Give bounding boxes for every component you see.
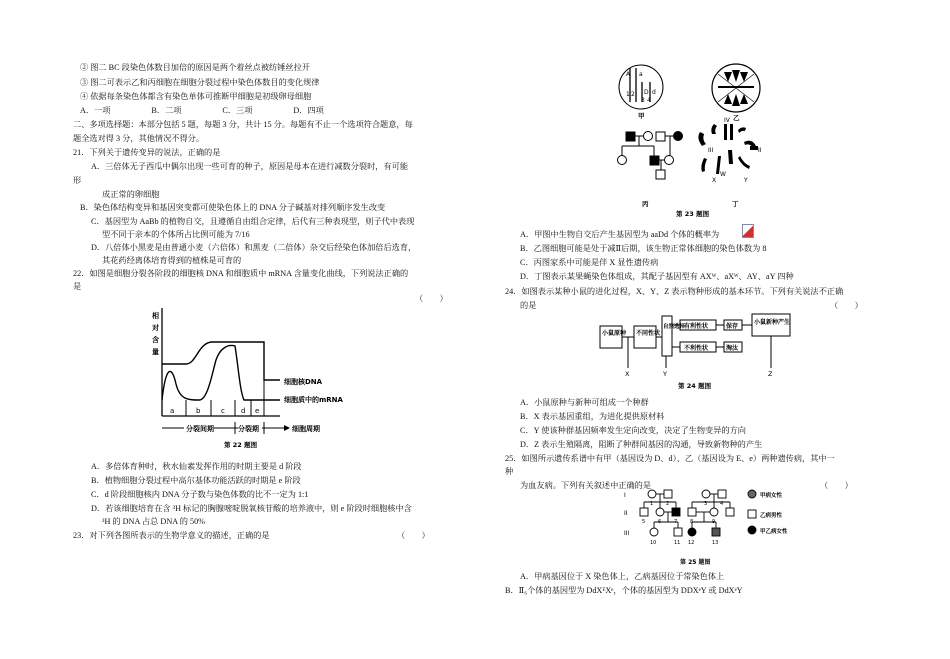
q21-option-b: B．染色体结构变异和基因突变都可使染色体上的 DNA 分子碱基对排列顺序发生改变 [80,203,386,212]
box-favorable: 有利性状 [684,323,709,330]
stage-e: e [255,407,260,415]
y-label-4: 量 [152,348,159,356]
figure-23 [604,60,794,220]
q21-option-a-cont: 形 [73,176,82,185]
num-2: 2 [666,501,670,507]
box-unfavorable: 不利性状 [684,345,709,352]
figure-23-caption: 第 23 题图 [676,210,710,218]
num-13: 13 [712,540,719,546]
figure-25-caption: 第 25 题图 [680,559,711,566]
y-label-3: 含 [152,336,159,344]
section-heading-cont: 题全选对得 3 分，其他情况不得分。 [73,134,205,143]
figure-22-caption: 第 22 题图 [224,441,258,449]
label-2: 2 [631,91,635,98]
label-a: a [639,71,643,78]
q22-option-a: A．多倍体育种时，秋水仙素发挥作用的时期主要是 d 阶段 [91,462,302,471]
stage-a: a [170,407,175,415]
dna-curve [162,342,280,380]
q24-stem-cont: 的是 [520,301,537,310]
box-natural-selection: 自然选择 [663,324,686,330]
y-label-2: 对 [152,324,159,332]
statement-2: ② 图二 BC 段染色体数目加倍的原因是两个着丝点被纺锤丝拉开 [80,63,310,72]
num-11: 11 [674,540,681,546]
q22-option-d: D．若该细胞培育在含 ³H 标记的胸腺嘧啶脱氧核苷酸的培养液中，则 e 阶段时细胞核中含 [91,504,412,513]
num-4: 4 [720,501,724,507]
cycle-label: 细胞周期 [292,425,320,433]
box-keep: 保存 [726,323,739,330]
q21-option-d-cont: 其花药经离体培育得到的植株是可育的 [102,256,242,265]
q20-options: A．一项 B．二项 C．三项 D．四项 [80,106,324,115]
q25-stem-cont: 种 [505,467,514,476]
pedigree-bing [618,132,683,180]
figure-25 [620,486,800,570]
label-yi: 乙 [733,114,740,122]
q23-option-a: A．甲图中生物自交后产生基因型为 aaDd 个体的概率为 [520,230,720,239]
statement-3: ③ 图二可表示乙和丙细胞在细胞分裂过程中染色体数目的变化规律 [80,78,320,87]
q21-option-d: D．八倍体小黑麦是由普通小麦（六倍体）和黑麦（二倍体）杂交后经染色体加倍后选育， [91,243,417,252]
q23-option-b: B．乙图细胞可能是处于减Ⅱ后期，该生物正常体细胞的染色体数为 8 [520,244,767,253]
mitosis-label: 分裂期 [238,425,259,433]
q21-option-c: C．基因型为 AaBb 的植物自交，且遵循自由组合定律，后代有三种表现型，则子代中表现 [91,217,415,226]
q24-stem: 24．如图表示某种小鼠的进化过程，X、Y、Z 表示物种形成的基本环节。下列有关说法不正确 [505,287,844,296]
figure-22 [148,304,368,454]
gen-III: III [624,530,630,537]
figure-24 [598,312,794,390]
ding-label-W: W [720,171,726,178]
q22-answer-paren: （ ） [415,294,448,303]
q23-option-c: C．丙图家系中可能是伴 X 显性遗传病 [520,258,659,267]
q24-option-a: A．小鼠原种与新种可组成一个种群 [520,398,649,407]
q21-option-a: A．三倍体无子西瓜中偶尔出现一些可育的种子，原因是母本在进行减数分裂时，有可能 [91,162,409,171]
q23-stem: 23．对下列各图所表示的生物学意义的描述，正确的是 [73,531,270,540]
label-3: 3 [641,97,645,104]
q23-answer-paren: （ ） [397,531,430,540]
num-1: 1 [650,501,654,507]
num-6: 6 [658,519,662,525]
q25-stem: 25．如图所示遗传系谱中有甲（基因设为 D、d）、乙（基因设为 E、e）两种遗传病，其中一 [505,454,835,463]
label-d: d [652,89,656,96]
q25-option-b: B．Ⅱ₆个体的基因型为 DdXᴱXᵉ，个体的基因型为 DDXᵉY 或 DdXᵉY [505,586,743,595]
dna-label: 细胞核DNA [284,378,323,386]
y-label-1: 相 [152,312,159,320]
q21-stem: 21．下列关于遗传变异的说法，正确的是 [73,148,221,157]
q25-option-a: A．甲病基因位于 X 染色体上，乙病基因位于常染色体上 [520,572,725,581]
q21-option-c-cont: 型不同于亲本的个体所占比例可能为 7/16 [102,230,250,239]
ding-label-II: II [758,147,762,154]
box-eliminate: 淘汰 [726,345,739,352]
label-Z: Z [768,370,773,378]
ding-label-IV: IV [724,117,730,124]
q22-option-d-cont: ³H 的 DNA 占总 DNA 的 50% [102,517,205,526]
label-X: X [625,370,630,378]
label-4: 4 [647,97,651,104]
q23-option-d: D．丁图表示某果蝇染色体组成，其配子基因型有 AXᵂ、aXᵂ、AY、aY 四种 [520,272,794,281]
label-jia: 甲 [638,112,645,120]
label-Y: Y [663,370,667,378]
interphase-label: 分裂间期 [186,425,214,433]
q22-option-c: C．d 阶段细胞核内 DNA 分子数与染色体数的比不一定为 1:1 [91,490,309,499]
q24-option-c: C．Y 使该种群基因频率发生定向改变，决定了生物变异的方向 [520,426,746,435]
ding-label-III: III [708,147,714,154]
num-12: 12 [688,540,695,546]
label-ding: 丁 [732,200,739,208]
stage-d: d [241,407,246,415]
figure-24-caption: 第 24 题图 [678,382,712,390]
num-3: 3 [704,501,708,507]
q21-option-a-cont2: 成正常的卵细胞 [102,190,160,199]
box-original: 小鼠原种 [602,330,627,337]
label-bing: 丙 [642,200,649,208]
gen-II: II [624,510,628,517]
q24-option-b: B．X 表示基因重组，为进化提供原材料 [520,412,665,421]
stage-c: c [221,407,225,415]
num-8: 8 [690,519,694,525]
figure-22-graph [148,304,368,454]
box-new-species: 小鼠新种产生 [754,319,791,326]
num-5: 5 [642,519,646,525]
gen-I: I [624,492,626,499]
q24-option-d: D．Z 表示生殖隔离，阻断了种群间基因的沟通，导致新物种的产生 [520,440,763,449]
mrna-label: 细胞质中的mRNA [284,396,343,404]
box-different-traits: 不同性状 [636,330,661,337]
section-heading: 二、多项选择题：本部分包括 5 题，每题 3 分，共计 15 分。每题有不止一个选项符合题意，每 [73,120,413,129]
q22-stem-cont: 是 [73,282,82,291]
mrna-curve [162,346,280,400]
label-A: A [626,71,631,78]
label-D: D [644,89,649,96]
legend-1: 甲病女性 [760,493,783,499]
q25-answer-paren: （ ） [820,481,853,490]
num-10: 10 [650,540,657,546]
label-1: 1 [626,91,630,98]
q25-stem-cont2: 为血友病。下列有关叙述中正确的是 [520,481,652,490]
q22-option-b: B．植物细胞分裂过程中高尔基体功能活跃的时期是 e 阶段 [91,476,301,485]
legend-2: 乙病男性 [760,513,783,519]
statement-4: ④ 依据每条染色体都含有染色单体可推断甲细胞是初级卵母细胞 [80,92,312,101]
fraction-image [742,224,754,238]
stage-b: b [196,407,201,415]
num-7: 7 [674,519,678,525]
ding-label-Y: Y [744,177,748,184]
legend-3: 甲乙病女性 [760,529,788,535]
q24-answer-paren: （ ） [830,301,863,310]
num-9: 9 [712,519,716,525]
q22-stem: 22．如图是细胞分裂各阶段的细胞核 DNA 和细胞质中 mRNA 含量变化曲线，下列说法正确的 [73,269,409,278]
ding-label-X: X [712,177,717,184]
